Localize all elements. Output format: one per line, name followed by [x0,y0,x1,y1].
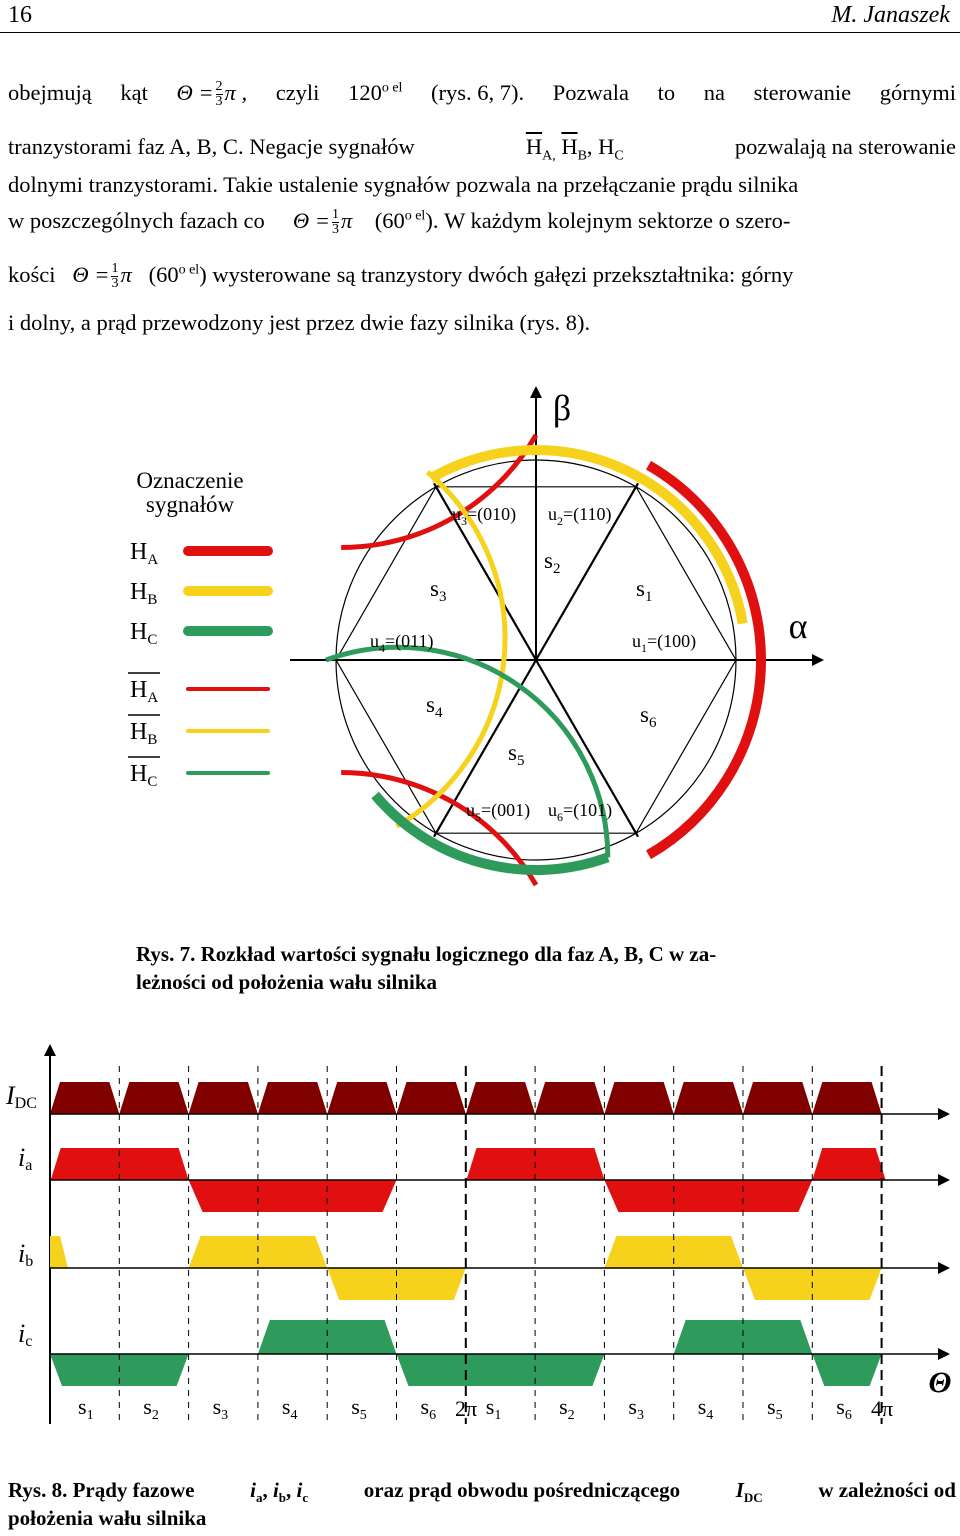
x-label-1: $s_2$ [143,1394,159,1423]
legend-title-1: Oznaczenie [136,468,244,493]
figure-8-phase-currents [0,1030,960,1450]
ia-negative-0 [189,1180,397,1212]
waveform-group [50,1066,948,1424]
theta-axis-label: Θ [928,1366,952,1399]
running-author: M. Janaszek [831,2,950,28]
legend-label-5: $H_C$ [130,761,158,790]
vector-u5-label: $u_5=(001)$ [466,800,531,824]
label-idc: IDC [6,1081,37,1112]
legend-title-2: sygnałów [145,492,235,517]
label-ic: ic [18,1319,33,1350]
idc-segment-9 [674,1082,743,1114]
idc-segment-2 [189,1082,258,1114]
idc-segment-4 [327,1082,396,1114]
x-label-4: $s_5$ [351,1394,367,1423]
label-ia: ia [18,1143,33,1174]
sector-s1-label: $s_1$ [636,576,653,605]
legend-label-0: $H_A$ [130,539,159,568]
sector-s6-label: $s_6$ [640,702,657,731]
legend-label-2: $H_C$ [130,619,158,648]
label-4pi: 4π [870,1396,894,1421]
x-label-0: $s_1$ [78,1394,94,1423]
paragraph-line-1: obejmują kąt Θ = $\frac{2}{3}$ π , czyli $120^{o el}$ (rys. 6, 7). Pozwala to na sterowanie górnymi [8,79,956,110]
label-2pi: 2π [454,1396,478,1421]
ic-positive-0 [258,1320,397,1354]
legend-items [128,539,268,790]
figure-7-hexagon-diagram [0,370,960,930]
sector-s3-label: $s_3$ [430,576,447,605]
paragraph-line-3: dolnymi tranzystorami. Takie ustalenie sygnałów pozwala na przełączanie prądu silnika [8,172,799,197]
idc-segment-8 [604,1082,673,1114]
figure-8-caption-2: położenia wału silnika [8,1506,207,1530]
figure-7-caption-2: leżności od położenia wału silnika [136,970,438,994]
x-label-11: $s_6$ [836,1394,852,1423]
negated-signals: $\overline{H}_{A,}$ $\overline{H}_B$, $H_C$ [525,134,624,164]
arc-hc-neg [326,647,608,857]
idc-segment-5 [397,1082,466,1114]
sector-s2-label: $s_2$ [544,548,561,577]
vector-u1-label: $u_1=(100)$ [632,631,697,655]
ic-positive-1 [674,1320,813,1354]
idc-segment-6 [466,1082,535,1114]
x-label-7: $s_2$ [559,1394,575,1423]
label-ib: ib [18,1239,34,1270]
vector-u2-label: $u_2=(110)$ [548,504,612,528]
x-label-6: $s_1$ [485,1394,502,1423]
vector-u6-label: $u_6=(101)$ [548,800,613,824]
idc-segment-11 [812,1082,881,1114]
x-label-10: $s_5$ [767,1394,783,1423]
x-label-8: $s_3$ [628,1394,644,1423]
paragraph-line-4: w poszczególnych fazach co Θ = $\frac{1}{3}$ π $(60^{o el})$. W każdym kolejnym sektorze o szero- [8,207,791,238]
ic-negative-2 [812,1354,881,1386]
x-label-9: $s_4$ [697,1394,714,1423]
legend-label-4: $H_B$ [130,719,158,748]
x-label-5: $s_6$ [420,1394,437,1423]
ia-positive-end [812,1148,885,1180]
page-header [0,0,960,33]
ia-negative-1 [604,1180,812,1212]
beta-label: β [552,388,572,428]
legend-label-3: $H_A$ [130,677,159,706]
alpha-label: α [788,606,808,646]
idc-segment-1 [119,1082,188,1114]
vector-u3-label: $u_3=(010)$ [452,504,517,528]
ic-negative-1 [397,1354,605,1386]
formula-theta: Θ = $\frac{2}{3}$ π , [176,79,248,110]
page-number: 16 [8,2,32,28]
idc-segment-7 [535,1082,604,1114]
idc-segment-3 [258,1082,327,1114]
paragraph-line-6: i dolny, a prąd przewodzony jest przez dwie fazy silnika (rys. 8). [8,310,591,335]
x-label-2: $s_3$ [212,1394,229,1423]
legend-label-1: $H_B$ [130,579,158,608]
figure-7-caption-1: Rys. 7. Rozkład wartości sygnału logicznego dla faz A, B, C w za- [136,942,717,966]
sector-s4-label: $s_4$ [426,692,443,721]
ib-positive-start [50,1236,68,1268]
paragraph-line-2: tranzystorami faz A, B, C. Negacje sygnałów $\overline{H}_{A,}$ $\overline{H}_B$, $H_C$ pozwalają na sterowanie [8,134,956,164]
idc-segment-0 [50,1082,119,1114]
figure-8-caption-1: Rys. 8. Prądy fazowe $i_a$, $i_b$, $i_c$ oraz prąd obwodu pośredniczącego $I_{DC}$ w zależności od [8,1478,956,1506]
x-label-3: $s_4$ [281,1394,298,1423]
sector-s5-label: $s_5$ [508,740,525,769]
idc-segment-10 [743,1082,812,1114]
paragraph-line-5: kości Θ = $\frac{1}{3}$ π $(60^{o el})$ wysterowane są tranzystory dwóch gałęzi przekształtnika: górny [8,261,794,292]
vector-u4-label: $u_4=(011)$ [370,631,434,655]
